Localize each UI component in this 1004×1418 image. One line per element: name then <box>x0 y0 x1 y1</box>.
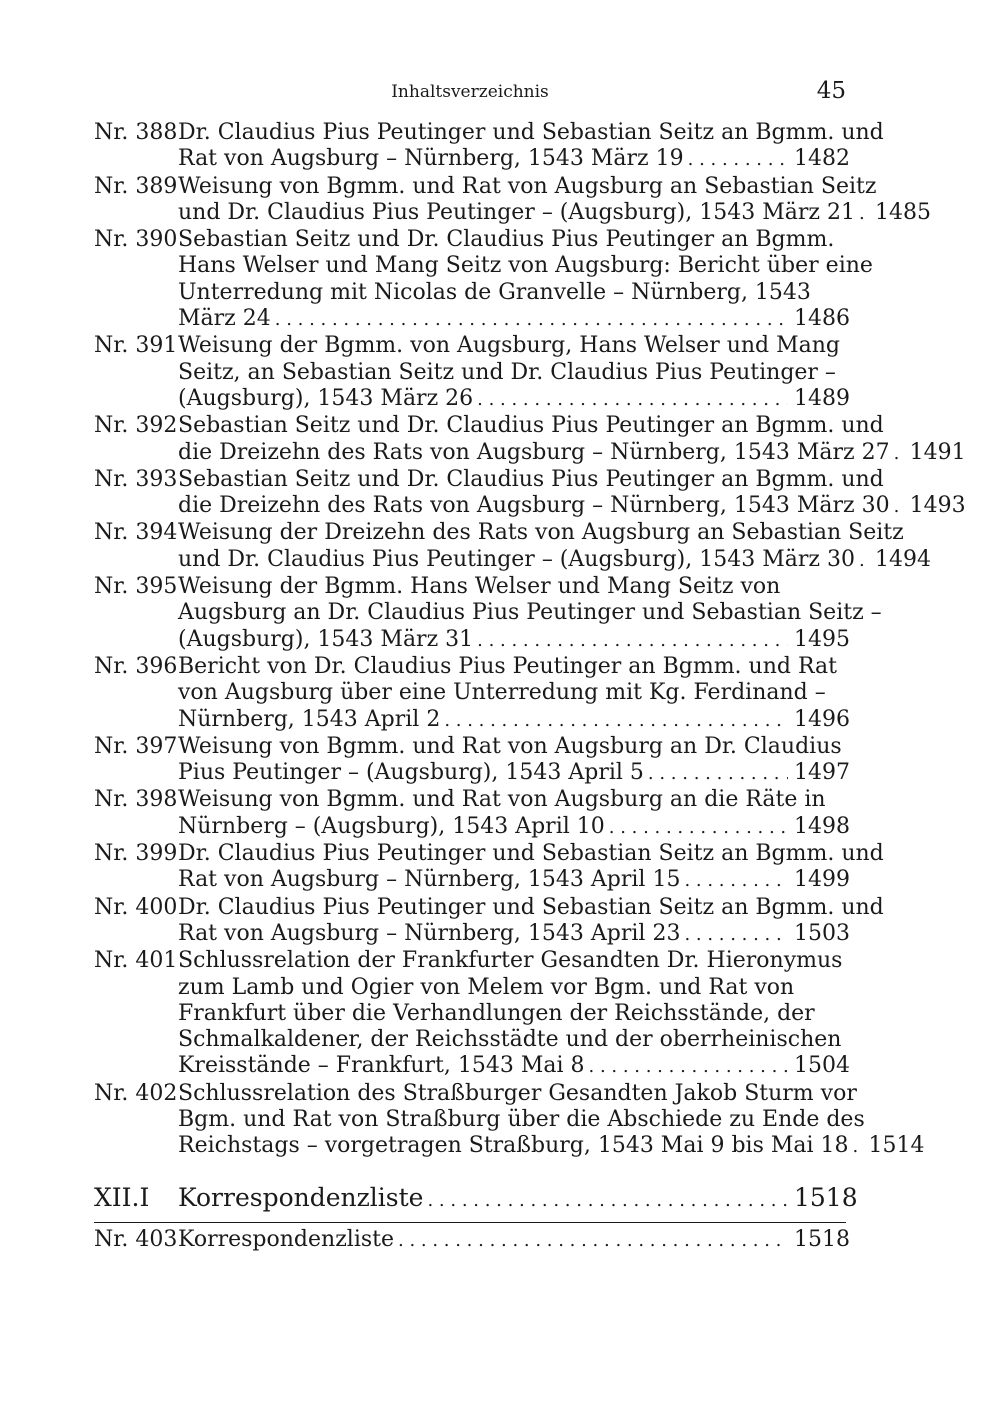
toc-entry[interactable] <box>94 413 966 467</box>
entry-page-number: 1494 <box>874 546 931 572</box>
dot-leader <box>859 200 869 227</box>
entry-title-line: Hans Welser und Mang Seitz von Augsburg: Bericht über eine <box>178 253 873 279</box>
entry-title-line: März 24 <box>178 306 271 332</box>
entry-page-number: 1497 <box>794 760 850 786</box>
entry-title-line: Dr. Claudius Pius Peutinger und Sebastian Seitz an Bgmm. und <box>178 841 884 867</box>
entry-title-line: und Dr. Claudius Pius Peutinger – (Augsburg), 1543 März 30 <box>178 546 855 572</box>
entry-page-number: 1503 <box>794 920 850 946</box>
entry-title-line: die Dreizehn des Rats von Augsburg – Nürnberg, 1543 März 30 <box>178 493 890 519</box>
entry-title-line: Rat von Augsburg – Nürnberg, 1543 März 19 <box>178 146 684 172</box>
entry-title-line: Weisung der Bgmm. Hans Welser und Mang Seitz von <box>178 574 781 600</box>
section-title: Korrespondenzliste <box>178 1182 424 1212</box>
entry-title-line: Unterredung mit Nicolas de Granvelle – Nürnberg, 1543 <box>178 279 811 305</box>
entry-title-line: Korrespondenzliste <box>178 1226 395 1252</box>
dot-leader <box>398 1227 788 1254</box>
entry-title-line: Reichstags – vorgetragen Straßburg, 1543 Mai 9 bis Mai 18 <box>178 1133 849 1159</box>
entry-number: Nr. 393 <box>94 466 178 492</box>
entry-title-line: Weisung der Bgmm. von Augsburg, Hans Welser und Mang <box>178 333 841 359</box>
entry-page-number: 1482 <box>794 146 850 172</box>
dot-leader <box>427 1183 788 1216</box>
dot-leader <box>894 493 904 520</box>
entry-page-number: 1504 <box>794 1053 850 1079</box>
entry-page-number: 1493 <box>909 493 966 519</box>
dot-leader <box>684 867 788 894</box>
entry-page-number: 1495 <box>794 626 850 652</box>
entry-title-line: Schlussrelation der Frankfurter Gesandten Dr. Hieronymus <box>178 948 843 974</box>
dot-leader <box>444 707 788 734</box>
entry-number: Nr. 398 <box>94 787 178 813</box>
toc-entry[interactable] <box>94 894 884 949</box>
entry-number: Nr. 391 <box>94 333 178 359</box>
entry-title-line: Frankfurt über die Verhandlungen der Reichsstände, der <box>178 1000 815 1026</box>
toc-entry[interactable] <box>94 733 850 788</box>
entry-title-line: Sebastian Seitz und Dr. Claudius Pius Peutinger an Bgmm. und <box>178 466 884 492</box>
entry-number: Nr. 397 <box>94 733 178 759</box>
dot-leader <box>688 146 788 173</box>
toc-entry[interactable] <box>94 227 873 333</box>
entry-page-number: 1486 <box>794 306 850 332</box>
section-page: 1518 <box>794 1182 858 1212</box>
dot-leader <box>477 386 788 413</box>
entry-title-line: die Dreizehn des Rats von Augsburg – Nürnberg, 1543 März 27 <box>178 439 890 465</box>
dot-leader <box>589 1053 788 1080</box>
dot-leader <box>859 547 869 574</box>
toc-entry[interactable] <box>94 574 882 654</box>
entry-number: Nr. 401 <box>94 948 178 974</box>
entry-title-line: Weisung von Bgmm. und Rat von Augsburg an Sebastian Seitz <box>178 173 877 199</box>
entry-title-line: Schlussrelation des Straßburger Gesandten Jakob Sturm vor <box>178 1080 857 1106</box>
entry-title-line: Nürnberg, 1543 April 2 <box>178 706 441 732</box>
toc-entry[interactable] <box>94 1226 850 1254</box>
entry-number: Nr. 402 <box>94 1080 178 1106</box>
toc-entry[interactable] <box>94 841 884 895</box>
toc-entry[interactable] <box>94 520 931 574</box>
entry-title-line: Pius Peutinger – (Augsburg), 1543 April 5 <box>178 760 644 786</box>
entry-page-number: 1518 <box>794 1226 850 1252</box>
toc-list <box>94 120 966 1161</box>
entry-title-line: Sebastian Seitz und Dr. Claudius Pius Peutinger an Bgmm. und <box>178 413 884 439</box>
entry-title-line: Weisung von Bgmm. und Rat von Augsburg an die Räte in <box>178 787 826 813</box>
entry-page-number: 1496 <box>794 706 850 732</box>
entry-number: Nr. 394 <box>94 520 178 546</box>
entry-title-line: Nürnberg – (Augsburg), 1543 April 10 <box>178 813 605 839</box>
entry-title-line: Sebastian Seitz und Dr. Claudius Pius Peutinger an Bgmm. <box>178 227 835 253</box>
entry-number: Nr. 403 <box>94 1226 178 1252</box>
entry-title-line: Bericht von Dr. Claudius Pius Peutinger an Bgmm. und Rat <box>178 653 837 679</box>
dot-leader <box>477 627 788 654</box>
dot-leader <box>275 306 788 333</box>
toc-entry[interactable] <box>94 653 850 734</box>
entry-number: Nr. 390 <box>94 227 178 253</box>
entry-title-line: (Augsburg), 1543 März 26 <box>178 385 474 411</box>
entry-title-line: (Augsburg), 1543 März 31 <box>178 626 474 652</box>
entry-title-line: Schmalkaldener, der Reichsstädte und der oberrheinischen <box>178 1027 842 1053</box>
entry-title-line: und Dr. Claudius Pius Peutinger – (Augsburg), 1543 März 21 <box>178 199 855 225</box>
entry-number: Nr. 388 <box>94 120 178 145</box>
entry-title-line: Weisung von Bgmm. und Rat von Augsburg an Dr. Claudius <box>178 733 842 759</box>
entry-title-line: Weisung der Dreizehn des Rats von Augsburg an Sebastian Seitz <box>178 520 904 546</box>
entry-title-line: Dr. Claudius Pius Peutinger und Sebastian Seitz an Bgmm. und <box>178 120 884 145</box>
entry-title-line: Rat von Augsburg – Nürnberg, 1543 April 23 <box>178 920 681 946</box>
entry-title-line: Kreisstände – Frankfurt, 1543 Mai 8 <box>178 1053 585 1079</box>
entry-title-line: zum Lamb und Ogier von Melem vor Bgm. und Rat von <box>178 974 795 1000</box>
entry-number: Nr. 400 <box>94 894 178 920</box>
dot-leader <box>894 440 904 467</box>
entry-title-line: Dr. Claudius Pius Peutinger und Sebastian Seitz an Bgmm. und <box>178 894 884 920</box>
entry-number: Nr. 396 <box>94 653 178 679</box>
section-heading <box>94 1182 858 1223</box>
dot-leader <box>609 814 788 841</box>
entry-number: Nr. 389 <box>94 173 178 199</box>
entry-page-number: 1514 <box>868 1133 925 1159</box>
entry-title-line: Bgm. und Rat von Straßburg über die Abschiede zu Ende des <box>178 1106 865 1132</box>
toc-entry[interactable] <box>94 466 966 521</box>
entry-title-line: Seitz, an Sebastian Seitz und Dr. Claudius Pius Peutinger – <box>178 359 836 385</box>
section-entry-list <box>94 1226 850 1254</box>
toc-entry[interactable] <box>94 173 931 228</box>
running-title: Inhaltsverzeichnis <box>391 82 549 102</box>
entry-title-line: Rat von Augsburg – Nürnberg, 1543 April 15 <box>178 867 681 893</box>
toc-entry[interactable] <box>94 1080 925 1161</box>
toc-page <box>94 78 966 1254</box>
toc-entry[interactable] <box>94 948 850 1080</box>
toc-entry[interactable] <box>94 120 884 174</box>
entry-title-line: Augsburg an Dr. Claudius Pius Peutinger und Sebastian Seitz – <box>178 600 882 626</box>
entry-page-number: 1498 <box>794 813 850 839</box>
section-number: XII.I <box>94 1182 150 1212</box>
dot-leader <box>684 921 788 948</box>
entry-page-number: 1499 <box>794 867 850 893</box>
entry-page-number: 1489 <box>794 385 850 411</box>
entry-title-line: von Augsburg über eine Unterredung mit Kg. Ferdinand – <box>178 680 826 706</box>
entry-number: Nr. 392 <box>94 413 178 439</box>
entry-page-number: 1491 <box>909 439 966 465</box>
page-number: 45 <box>816 78 846 104</box>
toc-entry[interactable] <box>94 787 850 841</box>
entry-page-number: 1485 <box>874 199 931 225</box>
entry-number: Nr. 395 <box>94 574 178 600</box>
running-head <box>94 78 846 108</box>
dot-leader <box>853 1133 863 1160</box>
dot-leader <box>648 760 788 787</box>
entry-number: Nr. 399 <box>94 841 178 867</box>
toc-entry[interactable] <box>94 333 850 413</box>
